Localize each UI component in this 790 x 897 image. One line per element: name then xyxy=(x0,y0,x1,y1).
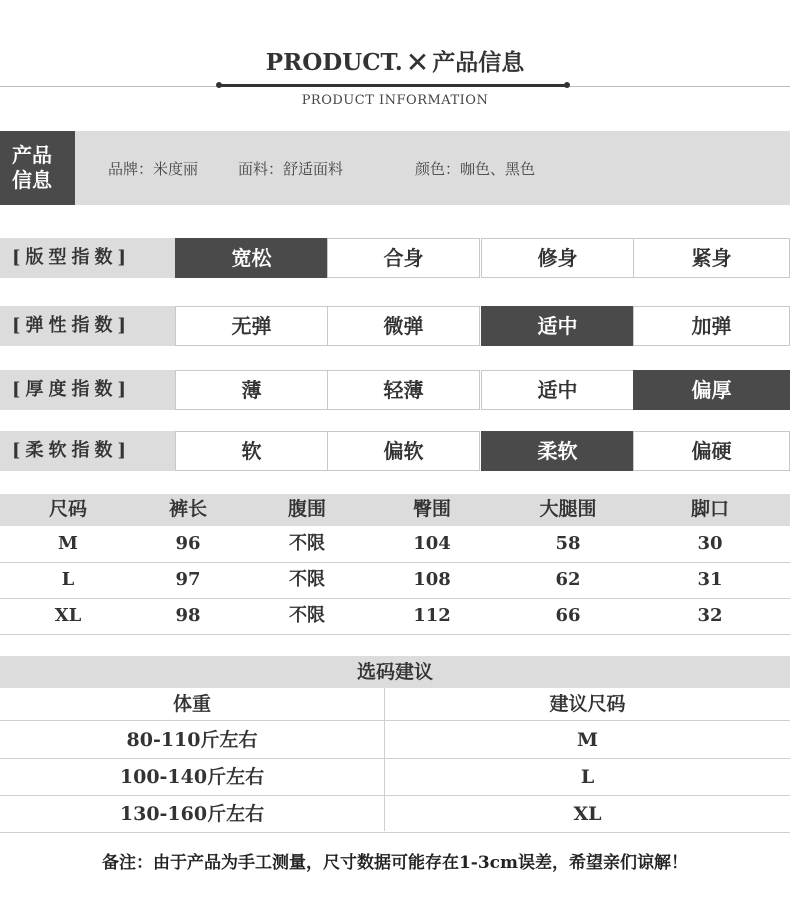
row-divider xyxy=(0,720,790,721)
size-table-header: 尺码 xyxy=(48,498,87,520)
index-option: 微弹 xyxy=(327,306,480,346)
color-text: 颜色：咖色、黑色 xyxy=(415,160,536,178)
index-option: 偏软 xyxy=(327,431,480,471)
size-table-cell: 104 xyxy=(413,533,451,554)
index-option: 紧身 xyxy=(633,238,790,278)
header-accent-line xyxy=(219,84,567,87)
index-label: [弹性指数] xyxy=(0,306,175,346)
size-table-header: 脚口 xyxy=(690,498,729,520)
index-option: 软 xyxy=(175,431,328,471)
advice-table-cell: 100-140斤左右 xyxy=(119,766,265,788)
size-table-cell: 66 xyxy=(555,605,581,626)
index-label: [版型指数] xyxy=(0,238,175,278)
index-label: [柔软指数] xyxy=(0,431,175,471)
page-title xyxy=(0,44,790,84)
index-option: 轻薄 xyxy=(327,370,480,410)
brand-text: 品牌：米度丽 xyxy=(108,160,199,178)
index-option: 加弹 xyxy=(633,306,790,346)
size-table-cell: L xyxy=(61,569,75,590)
index-option: 无弹 xyxy=(175,306,328,346)
advice-table-header: 体重 xyxy=(172,693,211,715)
tag-line-1: 产品 xyxy=(12,143,52,167)
advice-table-cell: L xyxy=(580,766,595,788)
size-table-header: 裤长 xyxy=(168,498,207,520)
index-option-selected: 柔软 xyxy=(481,431,634,471)
size-table-cell: 31 xyxy=(697,569,723,590)
advice-table-header: 建议尺码 xyxy=(549,693,626,715)
index-option: 修身 xyxy=(481,238,634,278)
size-table-cell: 58 xyxy=(555,533,581,554)
advice-table-cell: XL xyxy=(573,803,602,825)
page-subtitle: PRODUCT INFORMATION xyxy=(301,93,489,108)
cross-icon: ✕ xyxy=(405,46,430,79)
index-option-selected: 偏厚 xyxy=(633,370,790,410)
size-table-header: 臀围 xyxy=(412,498,451,520)
row-divider xyxy=(0,832,790,833)
size-table-cell: 不限 xyxy=(289,533,325,554)
title-cn: 产品信息 xyxy=(432,49,525,76)
index-option-selected: 宽松 xyxy=(175,238,328,278)
index-label: [厚度指数] xyxy=(0,370,175,410)
size-table-cell: 不限 xyxy=(289,569,325,590)
size-table-cell: 不限 xyxy=(289,605,325,626)
index-option: 合身 xyxy=(327,238,480,278)
size-table-cell: 98 xyxy=(175,605,201,626)
row-divider xyxy=(0,634,790,635)
size-table-cell: 32 xyxy=(697,605,723,626)
size-table-cell: 112 xyxy=(413,605,451,626)
size-table-cell: M xyxy=(58,533,78,554)
size-table-cell: 96 xyxy=(175,533,201,554)
advice-title: 选码建议 xyxy=(356,661,433,683)
size-table-cell: 30 xyxy=(697,533,723,554)
product-info-tag xyxy=(0,131,75,205)
fabric-text: 面料：舒适面料 xyxy=(238,160,344,178)
note-text: 备注：由于产品为手工测量，尺寸数据可能存在1-3cm误差，希望亲们谅解！ xyxy=(101,853,689,873)
advice-table-cell: 80-110斤左右 xyxy=(126,729,258,751)
advice-table-cell: M xyxy=(576,729,599,751)
size-table-cell: 108 xyxy=(413,569,451,590)
size-table-cell: XL xyxy=(54,605,82,626)
title-en: PRODUCT. xyxy=(265,49,403,76)
size-table-cell: 97 xyxy=(175,569,201,590)
size-table-cell: 62 xyxy=(555,569,581,590)
tag-line-2: 信息 xyxy=(12,168,52,192)
index-option: 适中 xyxy=(481,370,634,410)
advice-table-cell: 130-160斤左右 xyxy=(119,803,265,825)
size-table-header: 腹围 xyxy=(287,498,326,520)
index-option-selected: 适中 xyxy=(481,306,634,346)
index-option: 偏硬 xyxy=(633,431,790,471)
index-option: 薄 xyxy=(175,370,328,410)
size-table-header: 大腿围 xyxy=(539,498,597,520)
